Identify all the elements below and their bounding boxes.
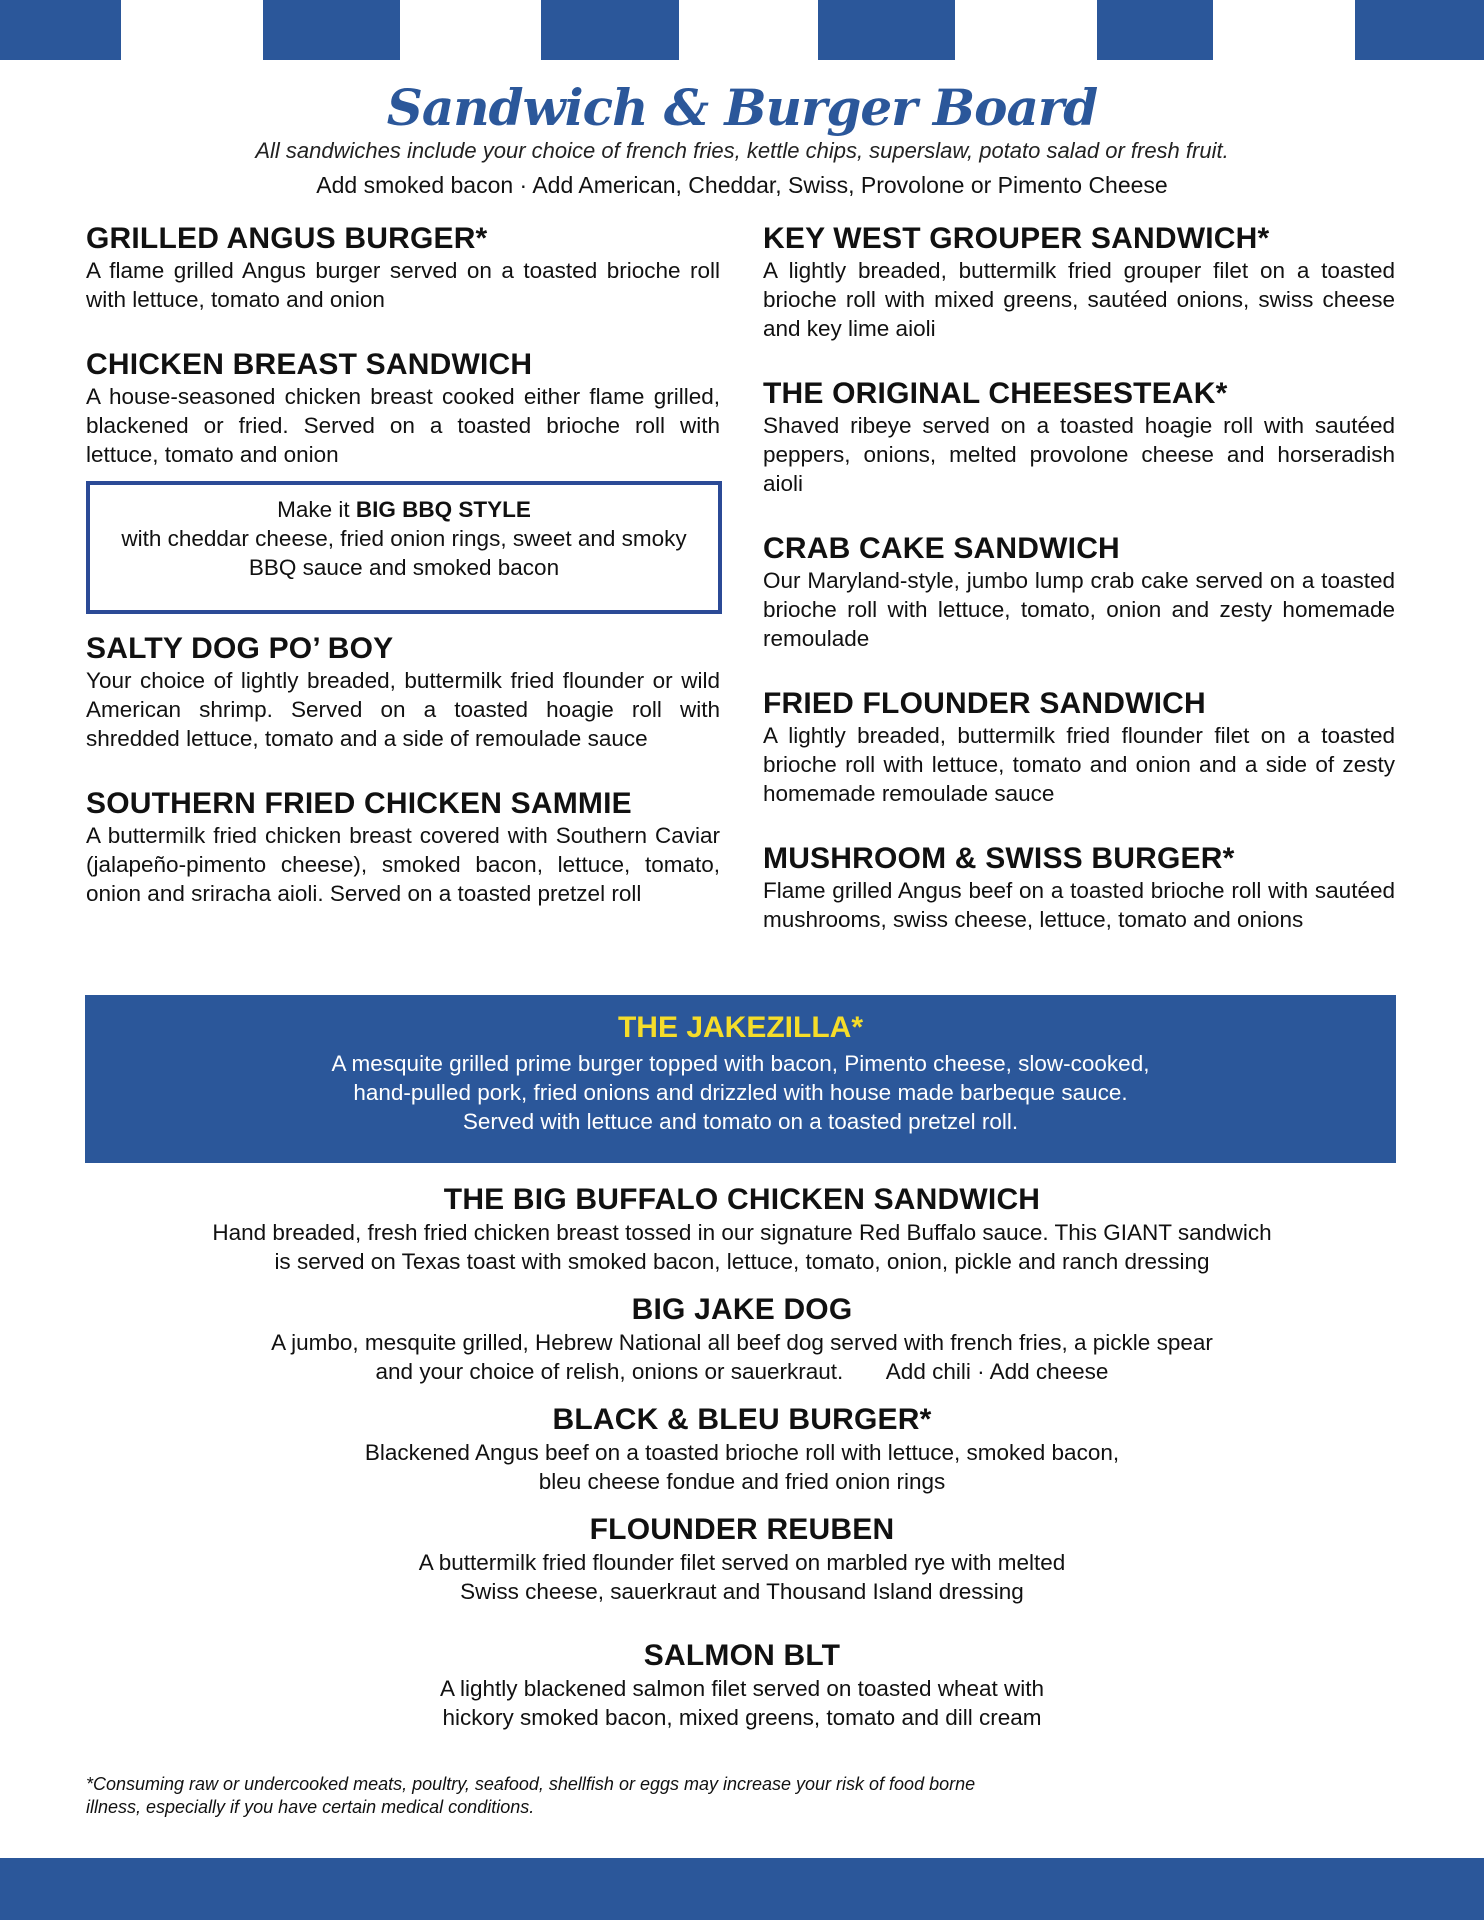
bbq-style-box <box>86 481 722 614</box>
desc-line: Hand breaded, fresh fried chicken breast tossed in our signature Red Buffalo sauce. This GIANT sandwich <box>212 1220 1272 1245</box>
menu-item <box>0 1638 1484 1732</box>
item-title: SALTY DOG PO’ BOY <box>86 632 394 665</box>
item-title: FRIED FLOUNDER SANDWICH <box>763 687 1206 720</box>
item-description: Your choice of lightly breaded, buttermilk fried flounder or wild American shrimp. Served on a toasted hoagie roll with shredded lettuce, tomato and a side of remoulade sauce <box>86 668 720 751</box>
bbq-prefix: Make it <box>277 497 356 522</box>
jakezilla-line: hand-pulled pork, fried onions and drizzled with house made barbeque sauce. <box>353 1080 1128 1105</box>
center-items <box>0 1182 1484 1748</box>
item-description: Flame grilled Angus beef on a toasted brioche roll with sautéed mushrooms, swiss cheese, lettuce, tomato and onions <box>763 878 1395 932</box>
sides-note: All sandwiches include your choice of french fries, kettle chips, superslaw, potato salad or fresh fruit. <box>255 138 1229 163</box>
desc-line: is served on Texas toast with smoked bacon, lettuce, tomato, onion, pickle and ranch dressing <box>274 1249 1210 1274</box>
jakezilla-title: THE JAKEZILLA* <box>617 1011 863 1044</box>
menu-item <box>0 1402 1484 1496</box>
stripe-block <box>818 0 955 60</box>
menu-item <box>86 348 720 469</box>
jakezilla-line: Served with lettuce and tomato on a toasted pretzel roll. <box>462 1109 1019 1134</box>
item-title: CRAB CAKE SANDWICH <box>763 532 1120 565</box>
desc-line: A buttermilk fried flounder filet served on marbled rye with melted <box>418 1550 1066 1575</box>
addons-note: Add smoked bacon · Add American, Cheddar, Swiss, Provolone or Pimento Cheese <box>316 172 1168 198</box>
menu-item <box>0 1182 1484 1276</box>
item-description: A lightly breaded, buttermilk fried grouper filet on a toasted brioche roll with mixed greens, sautéed onions, swiss cheese and key lime aioli <box>763 258 1395 341</box>
desc-line: A jumbo, mesquite grilled, Hebrew National all beef dog served with french fries, a pickle spear <box>271 1330 1213 1355</box>
jakezilla-line: A mesquite grilled prime burger topped with bacon, Pimento cheese, slow-cooked, <box>331 1051 1150 1076</box>
item-description <box>0 1674 1484 1732</box>
menu-item <box>763 377 1395 498</box>
desc-line: bleu cheese fondue and fried onion rings <box>538 1469 946 1494</box>
item-description: A buttermilk fried chicken breast covered with Southern Caviar (jalapeño-pimento cheese), smoked bacon, lettuce, tomato, onion and sriracha aioli. Served on a toasted pretzel roll <box>86 823 720 906</box>
menu-item <box>86 632 720 753</box>
menu-item <box>86 787 720 908</box>
stripe-block <box>0 0 121 60</box>
item-title: CHICKEN BREAST SANDWICH <box>86 348 533 381</box>
stripe-block <box>1097 0 1213 60</box>
menu-item <box>0 1292 1484 1386</box>
item-title: GRILLED ANGUS BURGER* <box>86 222 488 255</box>
page-title: Sandwich & Burger Board <box>386 78 1098 137</box>
item-title: FLOUNDER REUBEN <box>589 1513 895 1546</box>
desc-line: Swiss cheese, sauerkraut and Thousand Island dressing <box>460 1579 1024 1604</box>
item-title: BIG JAKE DOG <box>631 1293 853 1326</box>
item-title: THE BIG BUFFALO CHICKEN SANDWICH <box>443 1183 1041 1216</box>
item-title: MUSHROOM & SWISS BURGER* <box>763 842 1235 875</box>
menu-item <box>763 842 1395 934</box>
stripe-block <box>1355 0 1484 60</box>
menu-item <box>86 222 720 314</box>
menu-item <box>0 1512 1484 1606</box>
stripe-block <box>541 0 679 60</box>
item-title: SALMON BLT <box>643 1639 841 1672</box>
top-stripe <box>0 0 1484 60</box>
health-disclaimer <box>86 1773 1186 1819</box>
item-description <box>0 1328 1484 1386</box>
bbq-heading <box>110 495 698 524</box>
desc-line: Blackened Angus beef on a toasted brioche roll with lettuce, smoked bacon, <box>364 1440 1120 1465</box>
left-column <box>86 222 720 942</box>
bbq-highlight: BIG BBQ STYLE <box>355 497 531 522</box>
right-column <box>763 222 1395 968</box>
item-description: A lightly breaded, buttermilk fried flounder filet on a toasted brioche roll with lettuce, tomato and onion and a side of zesty homemade remoulade sauce <box>763 723 1395 806</box>
item-title: KEY WEST GROUPER SANDWICH* <box>763 222 1270 255</box>
desc-line: A lightly blackened salmon filet served on toasted wheat with <box>439 1676 1045 1701</box>
item-description: A flame grilled Angus burger served on a toasted brioche roll with lettuce, tomato and onion <box>86 258 720 312</box>
item-description: Shaved ribeye served on a toasted hoagie roll with sautéed peppers, onions, melted provolone cheese and horseradish aioli <box>763 413 1395 496</box>
item-description <box>0 1548 1484 1606</box>
menu-item <box>763 532 1395 653</box>
item-description: A house-seasoned chicken breast cooked either flame grilled, blackened or fried. Served on a toasted brioche roll with lettuce, tomato and onion <box>86 384 720 467</box>
jakezilla-feature <box>85 995 1396 1163</box>
item-title: BLACK & BLEU BURGER* <box>552 1403 932 1436</box>
menu-item <box>763 222 1395 343</box>
item-description <box>0 1438 1484 1496</box>
desc-line: and your choice of relish, onions or sauerkraut. Add chili · Add cheese <box>375 1359 1109 1384</box>
item-description <box>0 1218 1484 1276</box>
item-title: THE ORIGINAL CHEESESTEAK* <box>763 377 1228 410</box>
menu-item <box>763 687 1395 808</box>
bottom-bar <box>0 1858 1484 1920</box>
bbq-description: with cheddar cheese, fried onion rings, sweet and smoky BBQ sauce and smoked bacon <box>121 526 687 580</box>
desc-line: hickory smoked bacon, mixed greens, tomato and dill cream <box>442 1705 1042 1730</box>
disclaimer-line: illness, especially if you have certain medical conditions. <box>86 1797 535 1817</box>
item-description: Our Maryland-style, jumbo lump crab cake served on a toasted brioche roll with lettuce, tomato, onion and zesty homemade remoulade <box>763 568 1395 651</box>
jakezilla-description <box>85 1049 1396 1136</box>
item-title: SOUTHERN FRIED CHICKEN SAMMIE <box>86 787 632 820</box>
disclaimer-line: *Consuming raw or undercooked meats, poultry, seafood, shellfish or eggs may increase your risk of food borne <box>86 1774 976 1794</box>
stripe-block <box>263 0 400 60</box>
